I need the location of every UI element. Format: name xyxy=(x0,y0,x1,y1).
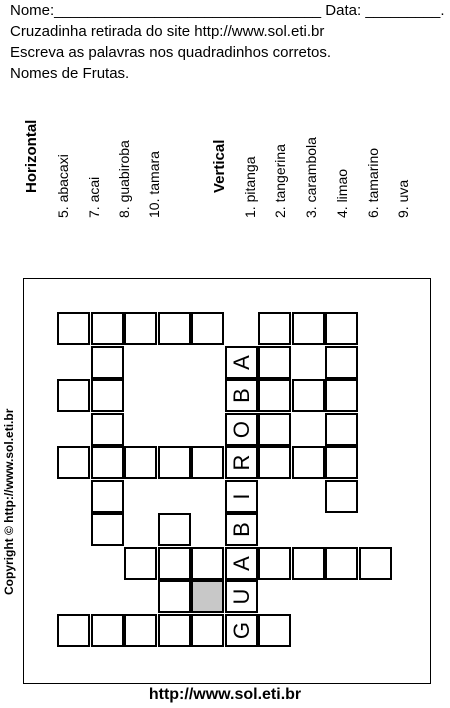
revealed-word-cell xyxy=(225,614,258,647)
crossword-cell[interactable] xyxy=(57,312,90,345)
crossword-cell[interactable] xyxy=(292,446,325,479)
revealed-word-cell xyxy=(225,480,258,513)
revealed-letter: B xyxy=(228,522,254,537)
crossword-cell[interactable] xyxy=(158,580,191,613)
horizontal-clue-10: 10. tamara xyxy=(146,151,162,218)
crossword-cell[interactable] xyxy=(91,614,124,647)
crossword-cell[interactable] xyxy=(292,547,325,580)
crossword-cell[interactable] xyxy=(57,614,90,647)
revealed-word-cell xyxy=(225,379,258,412)
crossword-cell[interactable] xyxy=(57,379,90,412)
crossword-cell[interactable] xyxy=(325,379,358,412)
vertical-clue-6: 6. tamarino xyxy=(365,147,381,218)
footer-url: http://www.sol.eti.br xyxy=(148,686,302,703)
crossword-cell[interactable] xyxy=(191,547,224,580)
crossword-cell[interactable] xyxy=(292,312,325,345)
crossword-cell[interactable] xyxy=(191,446,224,479)
vertical-clue-2: 2. tangerina xyxy=(272,144,288,218)
crossword-cell[interactable] xyxy=(258,614,291,647)
copyright-side-text: Copyright © http://www.sol.eti.br xyxy=(2,408,16,595)
crossword-cell[interactable] xyxy=(158,446,191,479)
horizontal-clue-5: 5. abacaxi xyxy=(55,154,71,218)
revealed-letter: G xyxy=(228,621,254,639)
revealed-letter: B xyxy=(228,388,254,403)
crossword-cell[interactable] xyxy=(91,446,124,479)
crossword-cell[interactable] xyxy=(258,346,291,379)
vertical-clue-1: 1. pitanga xyxy=(242,156,258,218)
revealed-word-cell xyxy=(225,513,258,546)
vertical-clue-4: 4. limao xyxy=(334,168,350,218)
revealed-letter: U xyxy=(228,588,254,605)
revealed-letter: O xyxy=(228,420,254,438)
crossword-cell[interactable] xyxy=(158,312,191,345)
revealed-word-cell xyxy=(225,346,258,379)
revealed-letter: R xyxy=(228,454,254,471)
crossword-cell[interactable] xyxy=(325,346,358,379)
crossword-cell[interactable] xyxy=(91,413,124,446)
vertical-clue-9: 9. uva xyxy=(395,179,411,218)
crossword-cell[interactable] xyxy=(325,312,358,345)
crossword-cell[interactable] xyxy=(325,446,358,479)
revealed-letter: I xyxy=(228,492,254,500)
revealed-letter: A xyxy=(228,555,254,571)
crossword-cell[interactable] xyxy=(258,312,291,345)
horizontal-clue-7: 7. acai xyxy=(86,176,102,218)
crossword-cell[interactable] xyxy=(258,446,291,479)
crossword-cell[interactable] xyxy=(91,346,124,379)
crossword-cell[interactable] xyxy=(292,379,325,412)
crossword-cell[interactable] xyxy=(325,413,358,446)
crossword-cell[interactable] xyxy=(258,379,291,412)
horizontal-title: Horizontal xyxy=(23,119,40,193)
crossword-cell[interactable] xyxy=(91,480,124,513)
crossword-cell[interactable] xyxy=(91,513,124,546)
crossword-cell[interactable] xyxy=(258,413,291,446)
crossword-cell[interactable] xyxy=(158,614,191,647)
crossword-cell[interactable] xyxy=(57,446,90,479)
instructions-site: Cruzadinha retirada do site http://www.sol.eti.br xyxy=(10,23,325,40)
revealed-letter: A xyxy=(228,354,254,370)
vertical-clue-3: 3. carambola xyxy=(303,137,319,218)
vertical-title: Vertical xyxy=(211,139,228,193)
crossword-board xyxy=(23,278,431,684)
crossword-cell[interactable] xyxy=(191,312,224,345)
crossword-cell[interactable] xyxy=(124,547,157,580)
crossword-cell[interactable] xyxy=(124,446,157,479)
instructions-write: Escreva as palavras nos quadradinhos corretos. xyxy=(10,44,332,61)
crossword-cell[interactable] xyxy=(325,547,358,580)
crossword-cell[interactable] xyxy=(91,379,124,412)
horizontal-clue-8: 8. guabiroba xyxy=(116,140,132,218)
crossword-cell[interactable] xyxy=(158,547,191,580)
revealed-word-cell xyxy=(225,580,258,613)
crossword-cell[interactable] xyxy=(124,312,157,345)
revealed-word-cell xyxy=(225,413,258,446)
crossword-cell[interactable] xyxy=(158,513,191,546)
crossword-cell[interactable] xyxy=(359,547,392,580)
revealed-word-cell xyxy=(225,547,258,580)
theme-title: Nomes de Frutas. xyxy=(10,65,130,82)
crossword-cell[interactable] xyxy=(191,614,224,647)
crossword-cell[interactable] xyxy=(325,480,358,513)
revealed-word-cell xyxy=(225,446,258,479)
shaded-cell[interactable] xyxy=(191,580,224,613)
crossword-cell[interactable] xyxy=(124,614,157,647)
crossword-cell[interactable] xyxy=(91,312,124,345)
name-date-line: Nome:________________________________ Data: _________. xyxy=(10,2,445,19)
crossword-cell[interactable] xyxy=(258,547,291,580)
